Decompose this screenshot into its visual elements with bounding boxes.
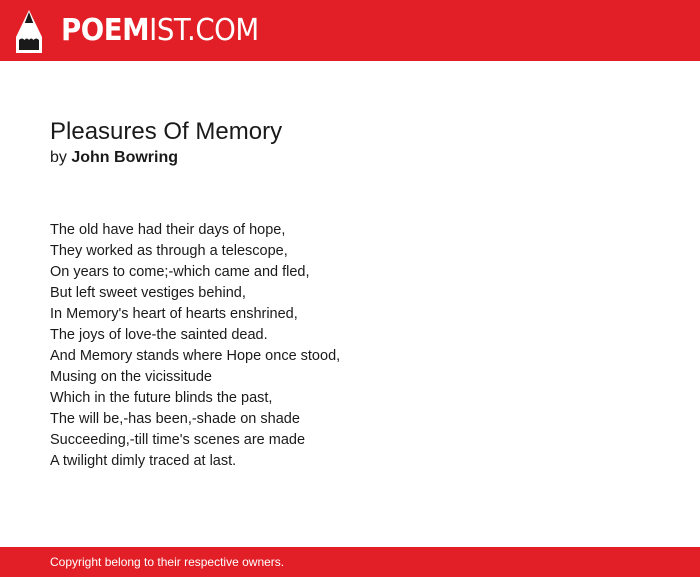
poem-line: Which in the future blinds the past, — [50, 390, 273, 406]
poem-line: The joys of love-the sainted dead. — [50, 327, 268, 343]
poem-content — [50, 116, 650, 472]
site-logo-text — [61, 13, 259, 48]
pencil-nib-icon — [16, 10, 42, 53]
poem-byline — [50, 148, 650, 168]
poem-line: On years to come;-which came and fled, — [50, 264, 310, 280]
poem-line: Musing on the vicissitude — [50, 369, 212, 385]
poem-line: The old have had their days of hope, — [50, 222, 286, 238]
poem-line: A twilight dimly traced at last. — [50, 453, 237, 469]
site-header — [0, 0, 700, 61]
poem-author: John Bowring — [71, 149, 179, 166]
site-logo-link[interactable] — [16, 8, 276, 54]
logo-text-light: IST.COM — [149, 13, 259, 48]
poem-line: And Memory stands where Hope once stood, — [50, 348, 341, 364]
poem-body — [50, 220, 650, 472]
copyright-notice: Copyright belong to their respective owners. — [50, 555, 285, 569]
poem-line: Succeeding,-till time's scenes are made — [50, 432, 306, 448]
byline-by-label: by — [50, 149, 67, 166]
logo-text-bold: POEM — [61, 13, 150, 48]
poem-title: Pleasures Of Memory — [50, 118, 283, 145]
poem-line: The will be,-has been,-shade on shade — [50, 411, 300, 427]
poem-line: In Memory's heart of hearts enshrined, — [50, 306, 298, 322]
poem-line: But left sweet vestiges behind, — [50, 285, 246, 301]
site-footer — [0, 547, 700, 577]
poem-line: They worked as through a telescope, — [50, 243, 288, 259]
